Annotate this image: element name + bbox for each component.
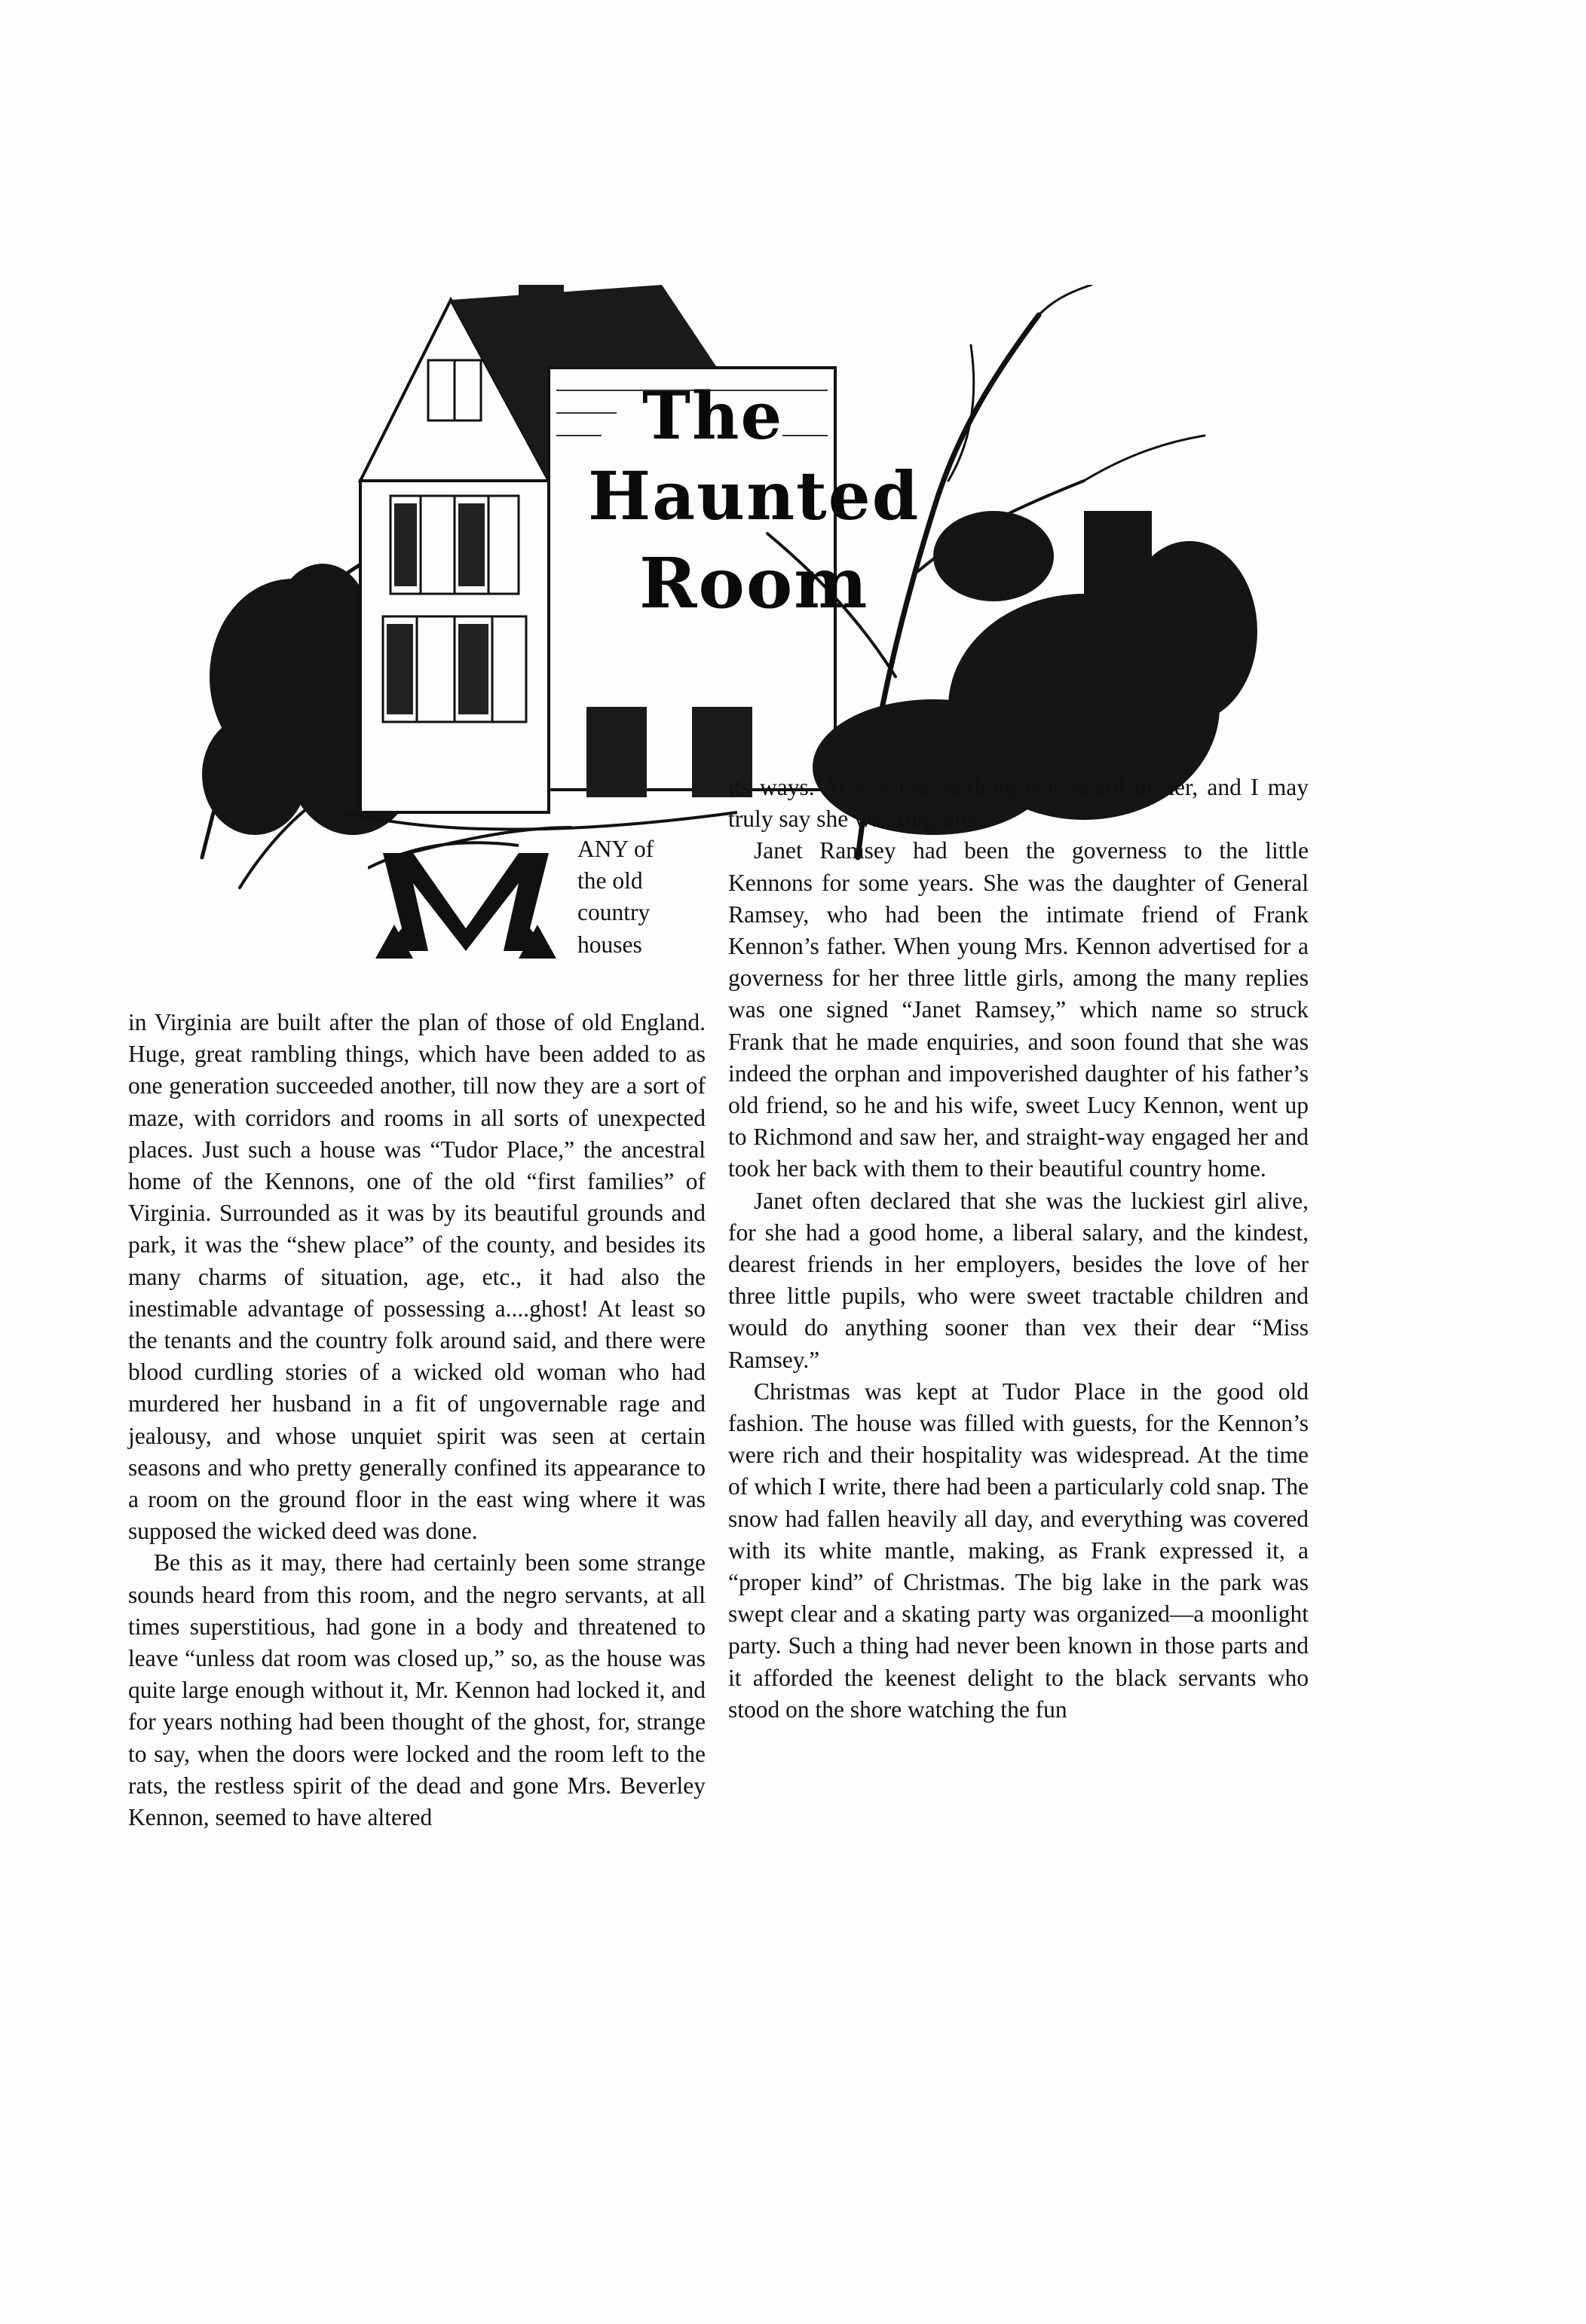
- title-line-2: Haunted: [588, 457, 920, 535]
- title-line-3: Room: [639, 543, 869, 624]
- title-line-1: The: [642, 378, 784, 454]
- lead-line: country: [577, 899, 651, 926]
- paragraph: Be this as it may, there had certainly been some strange sounds heard from this room, and the negro servants, at all times superstitious, had gone in a body and threatened to leave “unless dat room was closed up,” so, as the house was quite large enough without it, Mr. Kennon had locked it, and for years nothing had been thought of the ghost, for, strange to say, when the doors were locked and the room left to the rats, the restless spirit of the dead and gone Mrs. Beverley Kennon, seemed to have altered: [128, 1549, 706, 1831]
- lead-line: houses: [577, 931, 642, 958]
- right-column: [728, 772, 1309, 1726]
- paragraph: in Virginia are built after the plan of those of old England. Huge, great rambling things, which have been added to as one generation succeeded another, till now they are a sort of maze, with corridors and rooms in all sorts of unexpected places. Just such a house was “Tudor Place,” the ancestral home of the Kennons, one of the old “first families” of Virginia. Surrounded as it was by its beautiful grounds and park, it was the “shew place” of the county, and besides its many charms of situation, age, etc., it had also the inestimable advantage of possessing a....ghost! At least so the tenants and the country folk around said, and there were blood curdling stories of a wicked old woman who had murdered her husband in a fit of ungovernable rage and jealousy, and whose unquiet spirit was seen at certain seasons and who pretty generally confined its appearance to a room on the ground floor in the east wing where it was supposed the wicked deed was done.: [128, 1009, 706, 1545]
- paragraph: Christmas was kept at Tudor Place in the good old fashion. The house was filled with guests, for the Kennon’s were rich and their hospitality was widespread. At the time of which I write, there had been a particularly cold snap. The snow had fallen heavily all day, and everything was covered with its white mantle, making, as Frank expressed it, a “proper kind” of Christmas. The big lake in the park was swept clear and a skating party was organized—a moonlight party. Such a thing had never been known in those parts and it afforded the keenest delight to the black servants who stood on the shore watching the fun: [728, 1378, 1309, 1723]
- paragraph: Janet often declared that she was the luckiest girl alive, for she had a good home, a liberal salary, and the kindest, dearest friends in her employers, besides the love of her three little pupils, who were sweet tractable children and would do anything sooner than vex their dear “Miss Ramsey.”: [728, 1187, 1309, 1373]
- paragraph: Janet Ramsey had been the governess to the little Kennons for some years. She was the daughter of General Ramsey, who had been the intimate friend of Frank Kennon’s father. When young Mrs. Kennon advertised for a governess for her three little girls, among the many replies was one signed “Janet Ramsey,” which name so struck Frank that he made enquiries, and soon found that she was indeed the orphan and impoverished daughter of his father’s old friend, so he and his wife, sweet Lucy Kennon, went up to Richmond and saw her, and straight-way engaged her and took her back with them to their beautiful country home.: [728, 837, 1309, 1182]
- dropcap-paragraph-lead: [128, 833, 706, 1007]
- lead-line: the old: [577, 867, 643, 894]
- dropcap-space: [128, 833, 565, 1007]
- article-title: [588, 378, 920, 633]
- lead-lines: [577, 833, 706, 961]
- lead-line: ANY of: [577, 836, 654, 862]
- paragraph: its ways. At any rate nothing was heard of her, and I may truly say she was forgotten.: [728, 774, 1309, 833]
- left-column: [128, 833, 706, 1833]
